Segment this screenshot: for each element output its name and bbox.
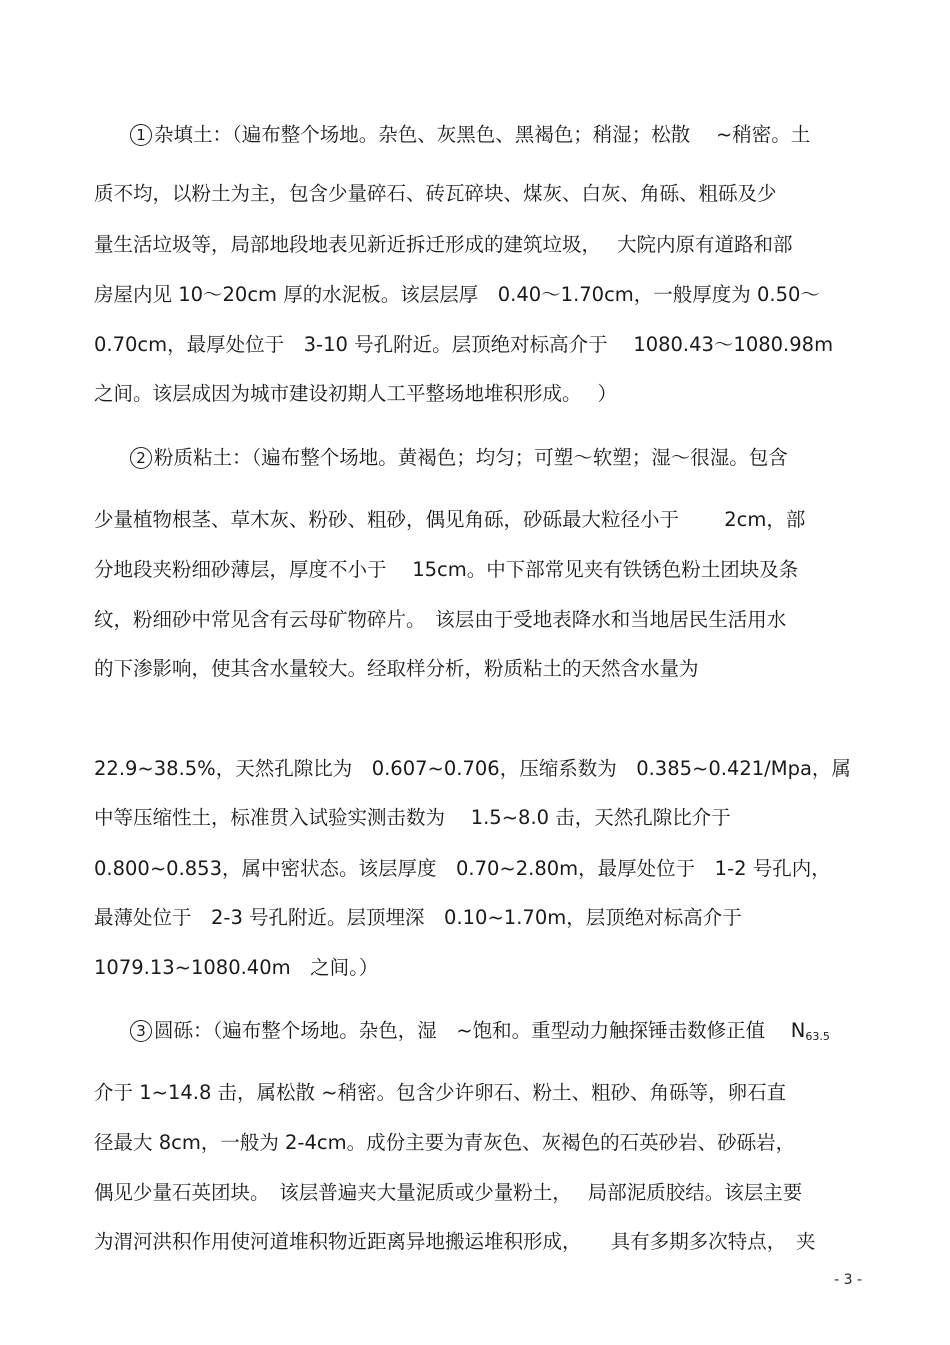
para1-line4: 房屋内见 10～20cm 厚的水泥板。该层层厚 0.40～1.70cm，一般厚度为 0.50～ bbox=[94, 283, 820, 306]
page-number: - 3 - bbox=[834, 1272, 862, 1288]
para2-line8: 0.800~0.853，属中密状态。该层厚度 0.70~2.80m，最厚处位于 1-2 号孔内， bbox=[94, 857, 831, 880]
para2-line1: 2 粉质粘土：（遍布整个场地。黄褐色；均匀；可塑～软塑；湿～很湿。包含 bbox=[130, 445, 864, 471]
para2-line2: 少量植物根茎、草木灰、粉砂、粗砂，偶见角砾，砂砾最大粒径小于 2cm，部 bbox=[94, 508, 806, 531]
para2-line10: 1079.13~1080.40m 之间。） bbox=[94, 956, 379, 979]
circled-number-1: 1 bbox=[130, 124, 152, 146]
para1-line1: 1 杂填土：（遍布整个场地。杂色、灰黑色、黑褐色；稍湿；松散 ~稍密。土 bbox=[130, 122, 864, 148]
para1-line2: 质不均，以粉土为主，包含少量碎石、砖瓦碎块、煤灰、白灰、角砾、粗砾及少 bbox=[94, 182, 777, 205]
para2-line7: 中等压缩性土，标准贯入试验实测击数为 1.5~8.0 击，天然孔隙比介于 bbox=[94, 806, 731, 829]
para3-line3: 径最大 8cm，一般为 2-4cm。成份主要为青灰色、灰褐色的石英砂岩、砂砾岩， bbox=[94, 1131, 796, 1154]
para1-line6: 之间。该层成因为城市建设初期人工平整场地堆积形成。 ） bbox=[94, 382, 617, 405]
para3-line1: 3 圆砾：（遍布整个场地。杂色，湿 ~饱和。重型动力触探锤击数修正值 $N_{63.5}$ bbox=[130, 1018, 864, 1050]
para3-line4: 偶见少量石英团块。 该层普遍夹大量泥质或少量粉土， 局部泥质胶结。该层主要 bbox=[94, 1181, 803, 1204]
para3-line2: 介于 1~14.8 击，属松散 ~稍密。包含少许卵石、粉土、粗砂、角砾等，卵石直 bbox=[94, 1081, 787, 1104]
para2-line3: 分地段夹粉细砂薄层，厚度不小于 15cm。中下部常见夹有铁锈色粉土团块及条 bbox=[94, 558, 799, 581]
para2-line6: 22.9~38.5%，天然孔隙比为 0.607~0.706，压缩系数为 0.385~0.421/Mpa，属 bbox=[94, 757, 851, 780]
para1-line3: 量生活垃圾等，局部地段地表见新近拆迁形成的建筑垃圾， 大院内原有道路和部 bbox=[94, 233, 793, 256]
para1-line5: 0.70cm，最厚处位于 3-10 号孔附近。层顶绝对标高介于 1080.43～1080.98m bbox=[94, 333, 834, 356]
circled-number-3: 3 bbox=[130, 1020, 152, 1042]
para2-line4: 纹，粉细砂中常见含有云母矿物碎片。 该层由于受地表降水和当地居民生活用水 bbox=[94, 608, 787, 631]
subscript: 63.5 bbox=[805, 1030, 830, 1043]
circled-number-2: 2 bbox=[130, 447, 152, 469]
para2-line9: 最薄处位于 2-3 号孔附近。层顶埋深 0.10~1.70m，层顶绝对标高介于 bbox=[94, 906, 742, 929]
para2-line5: 的下渗影响，使其含水量较大。经取样分析，粉质粘土的天然含水量为 bbox=[94, 657, 699, 680]
para3-line5: 为渭河洪积作用使河道堆积物近距离异地搬运堆积形成， 具有多期多次特点， 夹 bbox=[94, 1230, 816, 1253]
